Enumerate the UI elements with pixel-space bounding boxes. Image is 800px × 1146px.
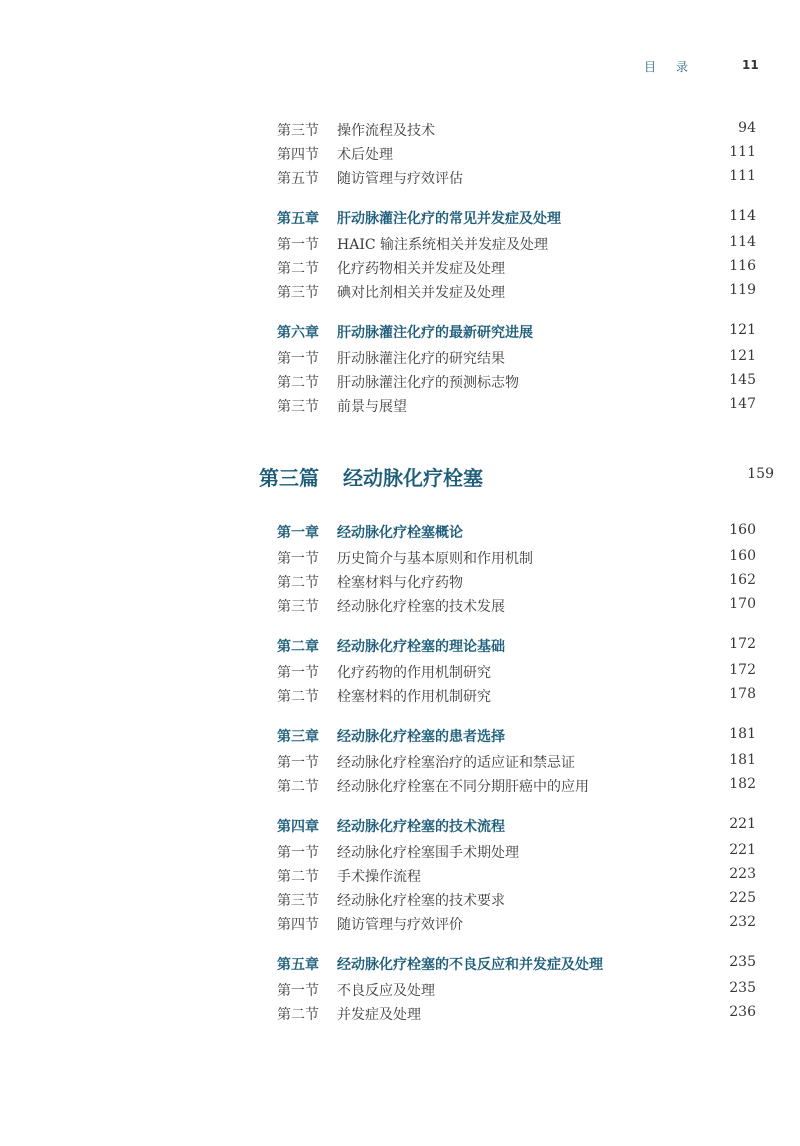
toc-section[interactable]: 第一节 HAIC 输注系统相关并发症及处理 114 bbox=[277, 234, 756, 253]
toc-section[interactable]: 第二节 手术操作流程 223 bbox=[277, 866, 756, 885]
toc-section[interactable]: 第三节 前景与展望 147 bbox=[277, 396, 756, 415]
toc-chapter[interactable]: 第三章 经动脉化疗栓塞的患者选择 181 bbox=[277, 726, 756, 745]
toc-section[interactable]: 第三节 碘对比剂相关并发症及处理 119 bbox=[277, 282, 756, 301]
toc-section[interactable]: 第一节 不良反应及处理 235 bbox=[277, 980, 756, 999]
toc-section[interactable]: 第三节 操作流程及技术 94 bbox=[277, 120, 756, 139]
toc-section[interactable]: 第二节 栓塞材料的作用机制研究 178 bbox=[277, 686, 756, 705]
toc-chapter[interactable]: 第五章 肝动脉灌注化疗的常见并发症及处理 114 bbox=[277, 208, 756, 227]
toc-section[interactable]: 第二节 并发症及处理 236 bbox=[277, 1004, 756, 1023]
toc-section[interactable]: 第三节 经动脉化疗栓塞的技术发展 170 bbox=[277, 596, 756, 615]
toc-chapter[interactable]: 第二章 经动脉化疗栓塞的理论基础 172 bbox=[277, 636, 756, 655]
toc-section[interactable]: 第四节 随访管理与疗效评价 232 bbox=[277, 914, 756, 933]
toc-part[interactable]: 第三篇 经动脉化疗栓塞 159 bbox=[259, 466, 774, 490]
running-title: 目录 bbox=[644, 60, 709, 74]
toc-chapter[interactable]: 第四章 经动脉化疗栓塞的技术流程 221 bbox=[277, 816, 756, 835]
toc-section[interactable]: 第二节 肝动脉灌注化疗的预测标志物 145 bbox=[277, 372, 756, 391]
toc-section[interactable]: 第一节 经动脉化疗栓塞治疗的适应证和禁忌证 181 bbox=[277, 752, 756, 771]
toc-section[interactable]: 第三节 经动脉化疗栓塞的技术要求 225 bbox=[277, 890, 756, 909]
toc-section[interactable]: 第二节 经动脉化疗栓塞在不同分期肝癌中的应用 182 bbox=[277, 776, 756, 795]
toc-section[interactable]: 第一节 肝动脉灌注化疗的研究结果 121 bbox=[277, 348, 756, 367]
toc-section[interactable]: 第一节 经动脉化疗栓塞围手术期处理 221 bbox=[277, 842, 756, 861]
toc-chapter[interactable]: 第一章 经动脉化疗栓塞概论 160 bbox=[277, 522, 756, 541]
table-of-contents bbox=[259, 118, 774, 1026]
toc-chapter[interactable]: 第六章 肝动脉灌注化疗的最新研究进展 121 bbox=[277, 322, 756, 341]
toc-section[interactable]: 第五节 随访管理与疗效评估 111 bbox=[277, 168, 756, 187]
toc-section[interactable]: 第二节 栓塞材料与化疗药物 162 bbox=[277, 572, 756, 591]
toc-section[interactable]: 第一节 历史简介与基本原则和作用机制 160 bbox=[277, 548, 756, 567]
toc-section[interactable]: 第一节 化疗药物的作用机制研究 172 bbox=[277, 662, 756, 681]
toc-section[interactable]: 第四节 术后处理 111 bbox=[277, 144, 756, 163]
toc-section[interactable]: 第二节 化疗药物相关并发症及处理 116 bbox=[277, 258, 756, 277]
page-header bbox=[0, 56, 800, 76]
page-number: 11 bbox=[742, 58, 759, 72]
toc-chapter[interactable]: 第五章 经动脉化疗栓塞的不良反应和并发症及处理 235 bbox=[277, 954, 756, 973]
